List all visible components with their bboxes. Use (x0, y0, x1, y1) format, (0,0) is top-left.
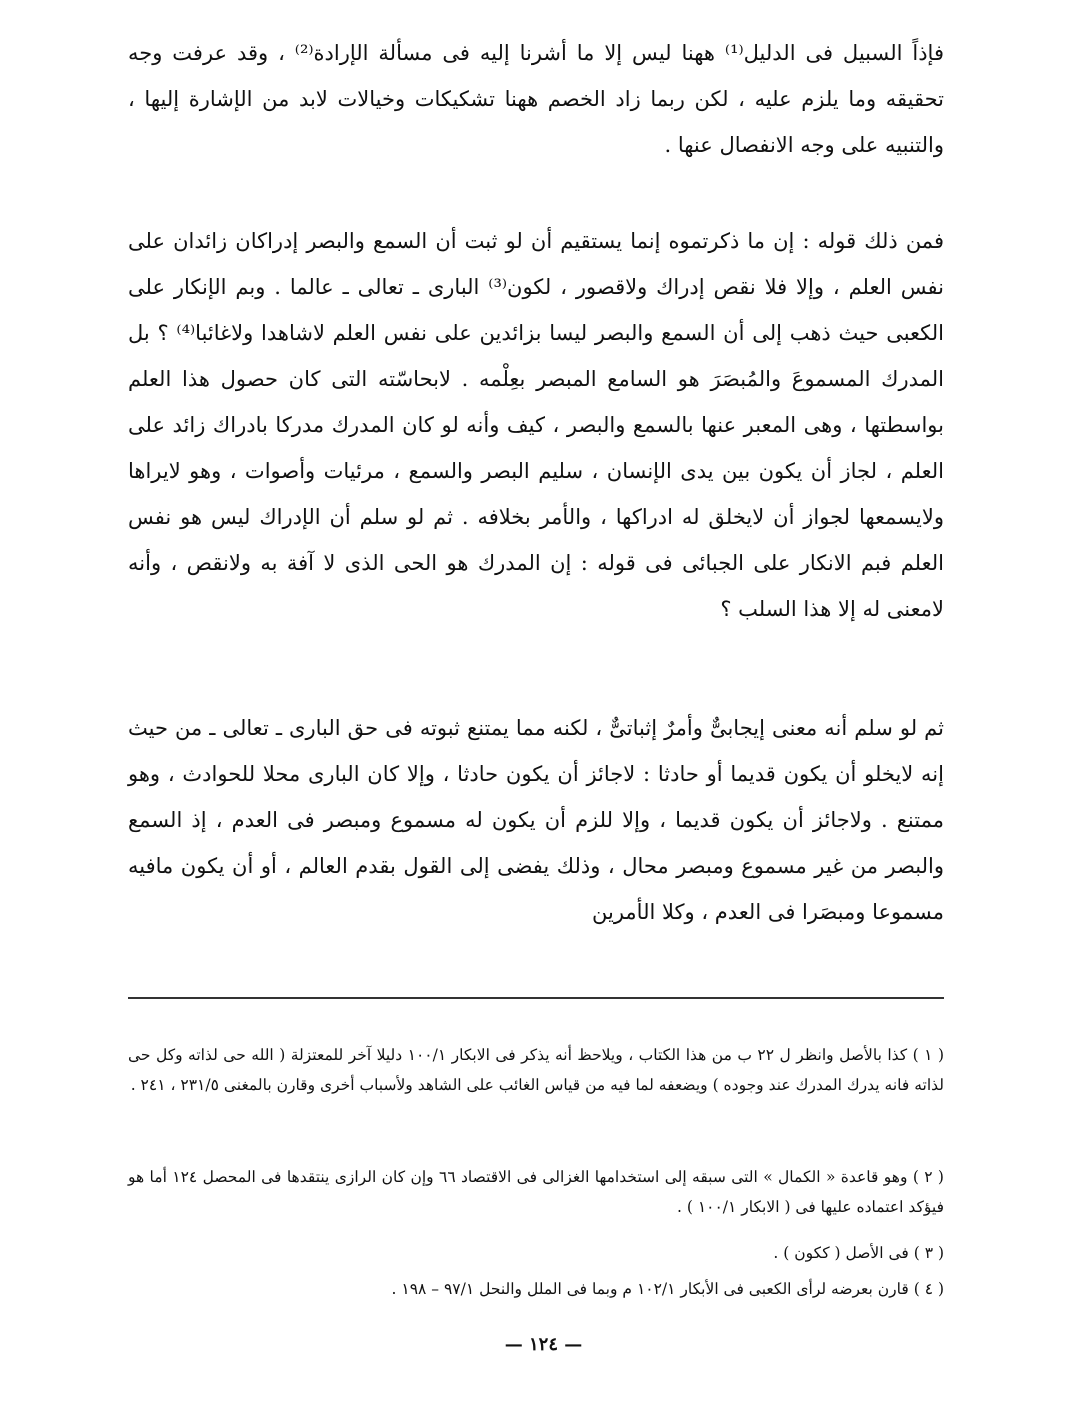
main-paragraph-2 (128, 218, 944, 632)
footnote-2 (128, 1162, 944, 1222)
main-paragraph-3 (128, 705, 944, 935)
footnote-1 (128, 1040, 944, 1100)
footnote-3 (128, 1238, 944, 1268)
paragraph-text: فمن ذلك قوله : إن ما ذكرتموه إنما يستقيم أن لو ثبت أن السمع والبصر إدراكان زائدان على نفس العلم ، وإلا فلا نقص إدراك ولاقصور ، لكون⁽³⁾ البارى ـ تعالى ـ عالما . وبم الإنكار على الكعبى حيث ذهب إلى أن السمع والبصر ليسا بزائدين على نفس العلم لاشاهدا ولاغائبا⁽⁴⁾ ؟ بل المدرك المسموعَ والمُبصَرَ هو السامع المبصر بعِلْمه . لابحاسّته التى كان حصول هذا العلم بواسطتها ، وهى المعبر عنها بالسمع والبصر ، كيف وأنه لو كان المدرك مدركا بادراك زائد على العلم ، لجاز أن يكون بين يدى الإنسان ، سليم البصر والسمع ، مرئيات وأصوات ، وهو لايراها ولايسمعها لجواز أن لايخلق له ادراكها ، والأمر بخلافه . ثم لو سلم أن الإدراك ليس هو نفس العلم فبم الانكار على الجبائى فى قوله : إن المدرك هو الحى الذى لا آفة به ولانقص ، وأنه لامعنى له إلا هذا السلب ؟ (128, 229, 945, 621)
footnote-text: ( ٢ ) وهو قاعدة « الكمال » التى سبقه إلى استخدامها الغزالى فى الاقتصاد ٦٦ وإن كان الرازى ينتقدها فى المحصل ١٢٤ أما هو فيؤكد اعتماده عليها فى ( الابكار ١٠٠/١ ) . (128, 1168, 944, 1216)
footnote-4 (128, 1274, 944, 1304)
footnote-text: ( ٤ ) قارن بعرضه لرأى الكعبى فى الأبكار ١٠٢/١ م وبما فى الملل والنحل ٩٧/١ – ١٩٨ . (391, 1280, 944, 1298)
page-number: — ١٢٤ — (504, 1334, 583, 1355)
paragraph-text: فإذاً السبيل فى الدليل⁽¹⁾ ههنا ليس إلا ما أشرنا إليه فى مسألة الإرادة⁽²⁾ ، وقد عرفت وجه تحقيقه وما يلزم عليه ، لكن ربما زاد الخصم ههنا تشكيكات وخيالات لابد من الإشارة إليها ، والتنبيه على وجه الانفصال عنها . (128, 41, 944, 157)
footnote-text: ( ١ ) كذا بالأصل وانظر ل ٢٢ ب من هذا الكتاب ، ويلاحظ أنه يذكر فى الابكار ١٠٠/١ دليلا آخر للمعتزلة ( الله حى لذاته وكل حى لذاته فانه يدرك المدرك عند وجوده ) ويضعفه لما فيه من قياس الغائب على الشاهد ولأسباب أخرى وقارن بالمغنى ٢٣١/٥ ، ٢٤١ . (128, 1046, 944, 1094)
footnote-divider (128, 997, 944, 999)
main-paragraph-1 (128, 30, 944, 168)
footnote-text: ( ٣ ) فى الأصل ( ككون ) . (773, 1244, 944, 1262)
paragraph-text: ثم لو سلم أنه معنى إيجابىٌّ وأمرٌ إثباتىٌّ ، لكنه مما يمتنع ثبوته فى حق البارى ـ تعالى ـ من حيث إنه لايخلو أن يكون قديما أو حادثا : لاجائز أن يكون حادثا ، وإلا كان البارى محلا للحوادث ، وهو ممتنع . ولاجائز أن يكون قديما ، وإلا للزم أن يكون له مسموع ومبصر فى العدم ، إذ السمع والبصر من غير مسموع ومبصر محال ، وذلك يفضى إلى القول بقدم العالم ، أو أن يكون مافيه مسموعا ومبصَرا فى العدم ، وكلا الأمرين (128, 716, 944, 924)
